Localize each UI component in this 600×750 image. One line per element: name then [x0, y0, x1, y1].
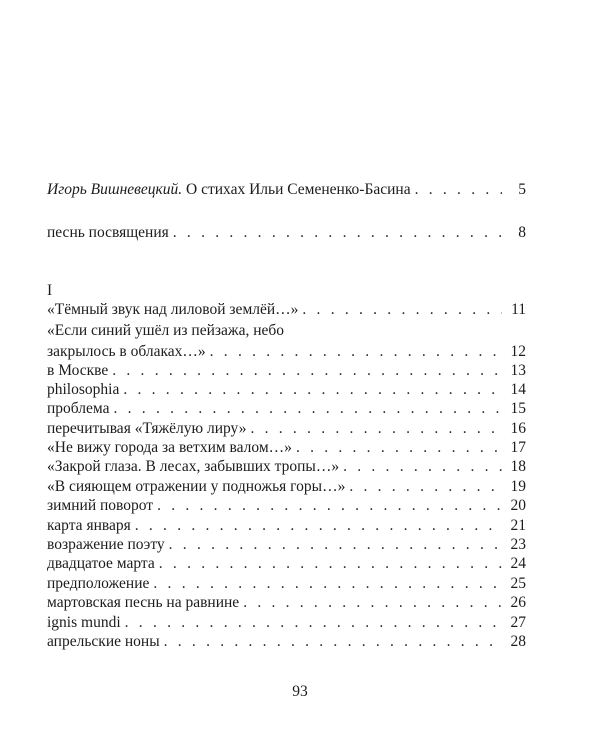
toc-entry-preface	[47, 180, 526, 199]
toc-entry	[47, 516, 526, 535]
toc-entry-title	[47, 180, 415, 199]
toc-entry-title: philosophia	[47, 381, 120, 398]
toc-entry-title: «Закрой глаза. В лесах, забывших тропы…»	[47, 458, 340, 475]
toc-entry-title: апрельские ноны	[47, 633, 160, 650]
toc-entry	[47, 554, 526, 573]
toc-entry-title: «Не вижу города за ветхим валом…»	[47, 439, 292, 456]
toc-entry-title: проблема	[47, 400, 110, 417]
toc-entry-title: зимний поворот	[47, 497, 154, 514]
toc-entry	[47, 361, 526, 380]
toc-entry	[47, 632, 526, 651]
toc-entry-title: двадцатое марта	[47, 555, 155, 572]
toc-page-number: 15	[510, 400, 526, 417]
toc-page-number: 26	[510, 594, 526, 611]
page-number: 93	[292, 683, 308, 700]
dot-leader	[243, 593, 502, 612]
dot-leader	[153, 574, 502, 593]
section-heading: I	[47, 282, 53, 299]
dot-leader	[125, 613, 502, 632]
dot-leader	[302, 300, 502, 319]
toc-entry-title: мартовская песнь на равнине	[47, 594, 240, 611]
toc-entry	[47, 457, 526, 476]
dot-leader	[296, 438, 502, 457]
toc-page-number: 5	[518, 181, 526, 198]
toc-entry-title: ignis mundi	[47, 614, 121, 631]
toc-entry-title-first-line: «Если синий ушёл из пейзажа, небо	[47, 322, 285, 339]
toc-page-number: 14	[510, 381, 526, 398]
toc-page-number: 17	[510, 439, 526, 456]
dot-leader	[349, 477, 502, 496]
toc-entry	[47, 593, 526, 612]
toc-entry-dedication	[47, 223, 526, 242]
toc-entry	[47, 399, 526, 418]
toc-entry	[47, 574, 526, 593]
toc-entry-title: перечитывая «Тяжёлую лиру»	[47, 420, 247, 437]
toc-page-number: 11	[511, 301, 526, 318]
toc-entry	[47, 438, 526, 457]
toc-page-number: 13	[510, 362, 526, 379]
dot-leader	[173, 223, 502, 242]
dot-leader	[169, 535, 502, 554]
toc-page-number: 20	[510, 497, 526, 514]
toc-entry	[47, 419, 526, 438]
toc-entry	[47, 613, 526, 632]
toc-entry-title: предположение	[47, 575, 150, 592]
toc-entry-title: песнь посвящения	[47, 224, 169, 241]
dot-leader	[250, 419, 502, 438]
toc-page-number: 18	[510, 458, 526, 475]
toc-entry-title: закрылось в облаках…»	[47, 343, 206, 360]
toc-entry	[47, 380, 526, 399]
toc-page-number: 12	[510, 343, 526, 360]
dot-leader	[164, 632, 502, 651]
preface-author: Игорь Вишневецкий.	[47, 181, 183, 198]
toc-page-number: 28	[510, 633, 526, 650]
dot-leader	[123, 380, 502, 399]
dot-leader	[159, 554, 502, 573]
toc-page-number: 23	[510, 536, 526, 553]
toc-page-number: 16	[510, 420, 526, 437]
toc-page-number: 24	[510, 555, 526, 572]
toc-page-number: 21	[510, 517, 526, 534]
toc-page-number: 25	[510, 575, 526, 592]
toc-entry	[47, 342, 526, 361]
toc-page-number: 8	[518, 224, 526, 241]
dot-leader	[135, 516, 502, 535]
dot-leader	[343, 457, 502, 476]
toc-entry	[47, 535, 526, 554]
dot-leader	[415, 180, 502, 199]
toc-page-number: 19	[510, 478, 526, 495]
toc-entry	[47, 496, 526, 515]
toc-entry-title: «Тёмный звук над лиловой землёй…»	[47, 301, 299, 318]
toc-entry-title: в Москве	[47, 362, 109, 379]
toc-entry	[47, 477, 526, 496]
toc-entry-title: возражение поэту	[47, 536, 165, 553]
toc-entry-title: «В сияющем отражении у подножья горы…»	[47, 478, 346, 495]
toc-entry-title: карта января	[47, 517, 131, 534]
dot-leader	[112, 361, 502, 380]
toc-page-number: 27	[510, 614, 526, 631]
dot-leader	[210, 342, 502, 361]
dot-leader	[157, 496, 502, 515]
dot-leader	[114, 399, 503, 418]
preface-title: О стихах Ильи Семененко-Басина	[186, 181, 411, 198]
toc-entry	[47, 300, 526, 319]
